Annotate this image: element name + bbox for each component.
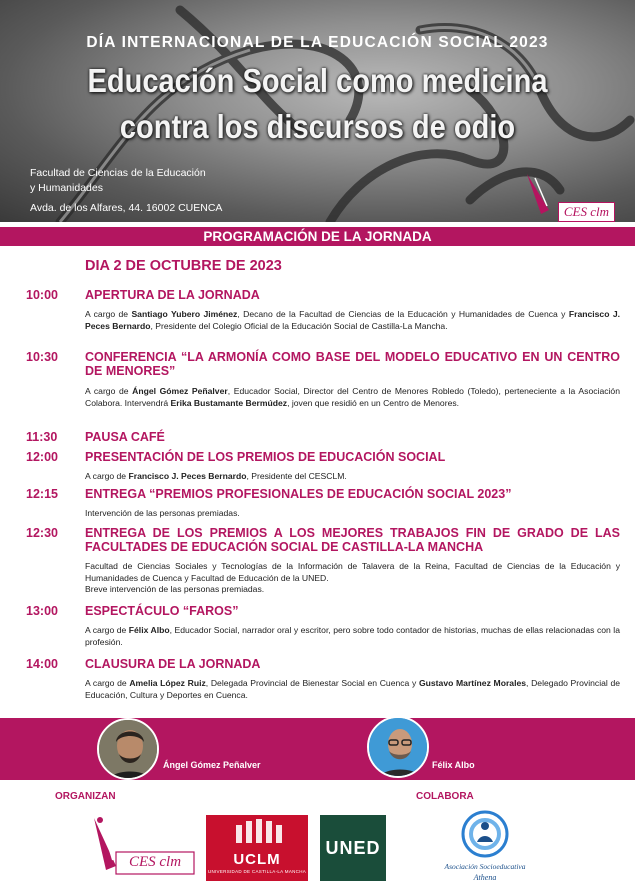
- uned-logo: UNED: [320, 815, 386, 881]
- speaker-name: Félix Albo: [432, 760, 475, 770]
- person-name: Félix Albo: [128, 625, 170, 635]
- schedule-time: 10:30: [26, 350, 58, 364]
- venue-name: [30, 166, 206, 196]
- schedule-description: A cargo de Francisco J. Peces Bernardo, Presidente del CESCLM.: [85, 471, 347, 481]
- event-kicker: DÍA INTERNACIONAL DE LA EDUCACIÓN SOCIAL 2023: [86, 34, 549, 51]
- uclm-logo: [206, 815, 308, 881]
- section-title: PROGRAMACIÓN DE LA JORNADA: [0, 227, 635, 246]
- schedule-time: 11:30: [26, 430, 58, 444]
- schedule-title: ESPECTÁCULO “FAROS”: [85, 604, 239, 618]
- schedule-description: A cargo de Félix Albo, Educador Social, narrador oral y escritor, pero sobre todo contador de historias, muchas de ellas relacionadas con la profesión.: [85, 625, 620, 647]
- ces-logo: CES clm: [558, 202, 615, 222]
- ces-clm-logo: [82, 812, 200, 878]
- speaker-name: Ángel Gómez Peñalver: [163, 760, 261, 770]
- organizers-label: ORGANIZAN: [55, 791, 116, 802]
- person-name: Ángel Gómez Peñalver: [132, 386, 228, 396]
- schedule-time: 10:00: [26, 288, 58, 302]
- person-name: Gustavo Martínez Morales: [418, 678, 527, 688]
- venue-address: Avda. de los Alfares, 44. 16002 CUENCA: [30, 202, 223, 214]
- speakers-bar: [0, 718, 635, 780]
- schedule-time: 12:15: [26, 487, 58, 501]
- athena-logo: [430, 806, 540, 886]
- ces-clm-logo-text: CES clm: [128, 854, 182, 870]
- schedule-title: PRESENTACIÓN DE LOS PREMIOS DE EDUCACIÓN SOCIAL: [85, 450, 446, 464]
- schedule-title: PAUSA CAFÉ: [85, 430, 165, 444]
- event-title-line-2: contra los discursos de odio: [119, 108, 516, 145]
- schedule-time: 14:00: [26, 657, 58, 671]
- speaker-photo-icon: [367, 716, 429, 778]
- athena-logo-line-2: Athena: [473, 873, 497, 882]
- schedule-description: Facultad de Ciencias Sociales y Tecnologías de la Información de Talavera de la Reina, Facultad de Ciencias de la Educación y Humanidades de Cuenca y Facultad de Educación de la UNED. Breve intervención de las personas premiadas.: [85, 561, 620, 594]
- uclm-crest-icon: [206, 815, 308, 849]
- uclm-logo-text: UCLM: [233, 851, 281, 868]
- venue-name-line-2: y Humanidades: [30, 182, 103, 194]
- uclm-logo-subtext: UNIVERSIDAD DE CASTILLA-LA MANCHA: [207, 869, 307, 874]
- person-name: Amelia López Ruiz: [129, 678, 206, 688]
- schedule-time: 12:00: [26, 450, 58, 464]
- schedule-title: ENTREGA DE LOS PREMIOS A LOS MEJORES TRABAJOS FIN DE GRADO DE LAS FACULTADES DE EDUCACIÓN SOCIAL DE CASTILLA-LA MANCHA: [85, 526, 620, 554]
- schedule-time: 12:30: [26, 526, 58, 540]
- schedule-title: ENTREGA “PREMIOS PROFESIONALES DE EDUCACIÓN SOCIAL 2023”: [85, 487, 512, 501]
- athena-emblem-icon: [430, 806, 540, 862]
- person-name: Santiago Yubero Jiménez: [131, 309, 238, 319]
- person-name: Erika Bustamante Bermúdez: [170, 397, 288, 408]
- schedule-time: 13:00: [26, 604, 58, 618]
- schedule-title: APERTURA DE LA JORNADA: [85, 288, 260, 302]
- event-date: DIA 2 DE OCTUBRE DE 2023: [85, 258, 282, 274]
- speaker-photo-icon: [97, 718, 159, 780]
- person-name: Francisco J. Peces Bernardo: [128, 471, 247, 481]
- venue-name-line-1: Facultad de Ciencias de la Educación: [30, 167, 206, 179]
- schedule-description: A cargo de Amelia López Ruiz, Delegada Provincial de Bienestar Social en Cuenca y Gustavo Martínez Morales, Delegado Provincial de Educación, Cultura y Deportes en Cuenca.: [85, 678, 621, 700]
- event-title-line-1: Educación Social como medicina: [87, 62, 548, 99]
- schedule-description: A cargo de Santiago Yubero Jiménez, Decano de la Facultad de Ciencias de la Educación y Humanidades de Cuenca y Francisco J. Peces Bernardo, Presidente del Colegio Oficial de la Educación Social de Castilla-La Mancha.: [85, 309, 620, 331]
- header-banner: [0, 0, 635, 222]
- schedule-description: Intervención de las personas premiadas.: [85, 508, 240, 518]
- schedule-title: CONFERENCIA “LA ARMONÍA COMO BASE DEL MODELO EDUCATIVO EN UN CENTRO DE MENORES”: [85, 350, 620, 378]
- collaborators-label: COLABORA: [416, 791, 474, 802]
- schedule-description: A cargo de Ángel Gómez Peñalver, Educador Social, Director del Centro de Menores Robledo (Toledo), perteneciente a la Asociación Colabora. Intervendrá Erika Bustamante Bermúdez, joven que residió en un Centro de Menores.: [85, 386, 620, 408]
- athena-logo-line-1: Asociación Socioeducativa: [444, 862, 526, 871]
- schedule-title: CLAUSURA DE LA JORNADA: [85, 657, 261, 671]
- person-name: Francisco J. Peces Bernardo: [85, 309, 620, 331]
